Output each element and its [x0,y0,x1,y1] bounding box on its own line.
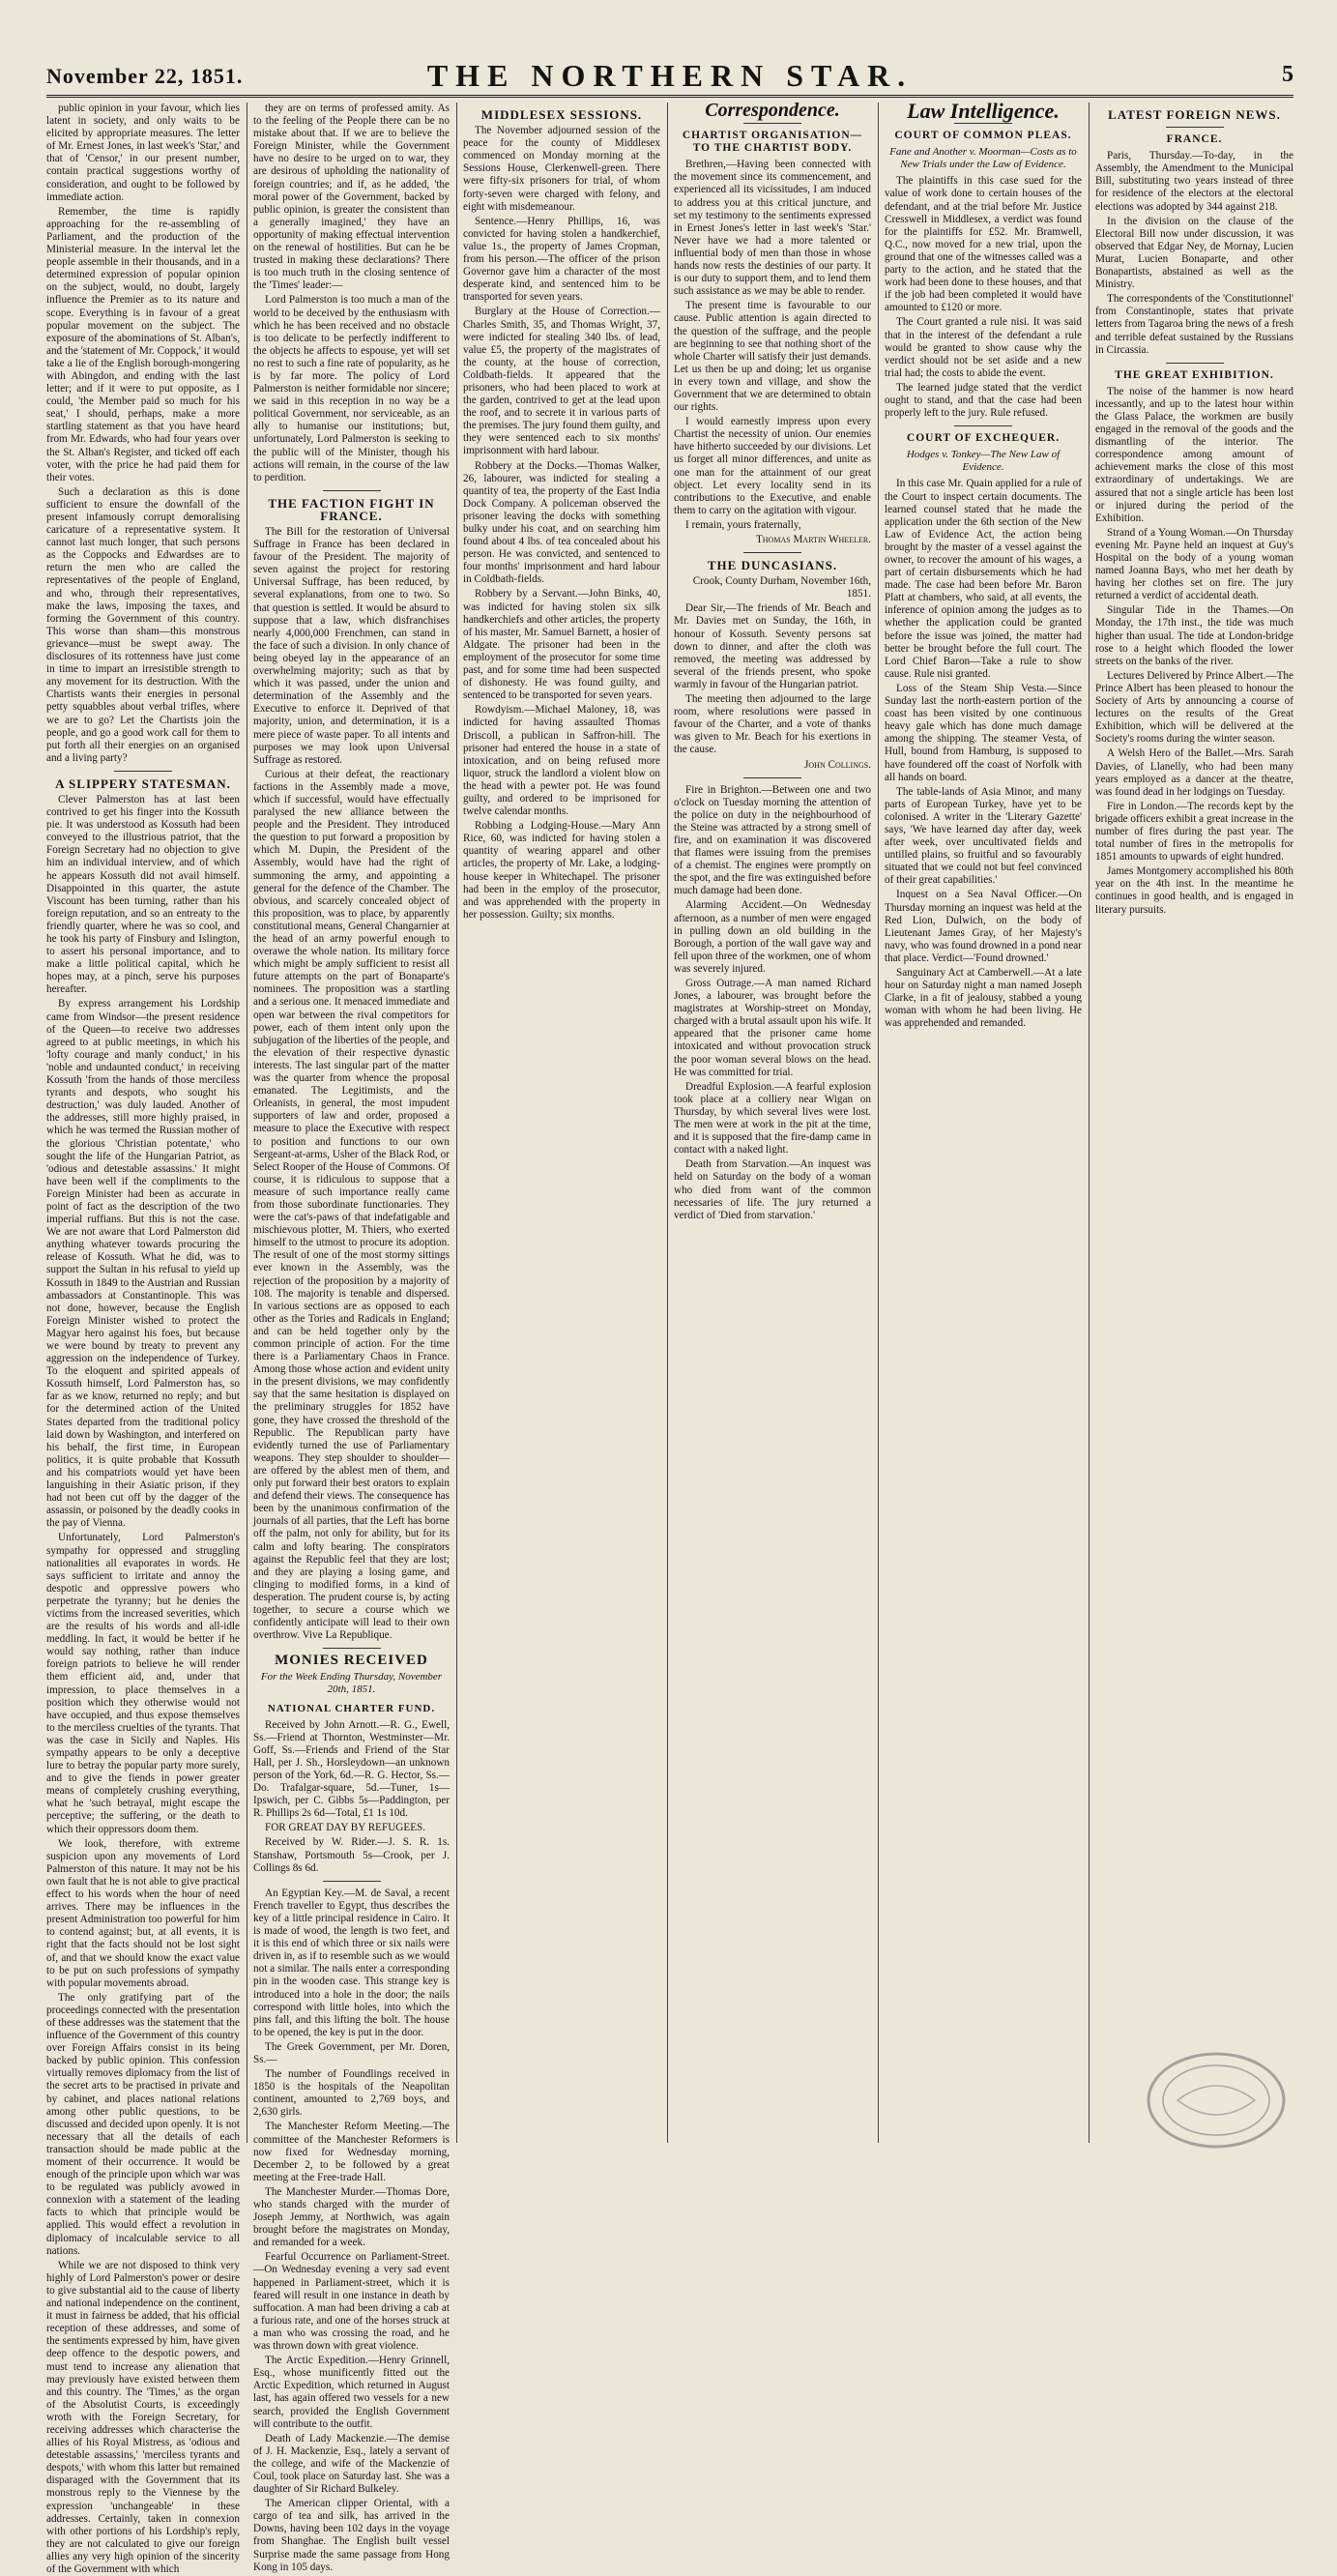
paragraph: The correspondents of the 'Constitutionnel' from Constantinople, states that private letters from Tagaroa bring the news of a fresh and terrible defeat sustained by the Russians in Circassia. [1095,293,1293,356]
paragraph: Such a declaration as this is done sufficient to ensure the downfall of the present infamously corrupt demoralising caricature of a representative system. It cannot last much longer, that such persons as the Coppocks and Edwardses are to return the men who are called the representatives of the people of England, and who, through their representatives, make the laws, imposing the taxes, and forming the Government of this country. This worse than sham—this monstrous grievance—must be swept away. The disclosures of its rottenness have just come in time to impart an irresistible strength to any movement for its destruction. With the Chartists wants their energies in personal petty squabbles about verbal trifles, where we are to go? Let the Chartists join the people, and go a good work call for them to put forth all their energies on an organised and a living party? [46,485,240,764]
paragraph: Rowdyism.—Michael Maloney, 18, was indicted for having assaulted Thomas Driscoll, a publican in Saffron-hill. The prisoner had entered the house in a state of intoxication, and on being refused more liquor, struck the landlord a violent blow on the head with a pewter pot. He was found guilty, and ordered to be imprisoned for twelve calendar months. [463,704,660,818]
col6-exhibition [1095,386,1293,917]
article-heading: LATEST FOREIGN NEWS. [1108,107,1281,122]
paragraph: The meeting then adjourned to the large room, where resolutions were passed in favour of the Charter, and a vote of thanks was given to Mr. Beach for his exertions in the cause. [674,693,871,756]
paragraph: Dear Sir,—The friends of Mr. Beach and Mr. Davies met on Sunday, the 16th, in honour of Kossuth. Seventy persons sat down to dinner, and after the cloth was removed, the meeting was addressed by several of the friends present, who spoke warmly in favour of the Hungarian patriot. [674,602,871,690]
col5-ex [885,478,1082,1030]
column-5 [885,99,1082,2143]
col6-france [1095,150,1293,357]
paragraph: The plaintiffs in this case sued for the value of work done to certain houses of the defendant, and at the trial before Mr. Justice Cresswell in Middlesex, a verdict was found for the plaintiffs for £52. Mr. Bramwell, Q.C., now moved for a new trial, upon the ground that one of the witnesses called was a party to the action, and he stated that the work had been done to these houses, and that if the job had been completed it would have amounted to £120 or more. [885,175,1082,314]
correspondence-title: Correspondence. [705,100,840,121]
paragraph: Remember, the time is rapidly approaching for the re-assembling of Parliament, and the production of the Ministerial measure. In the interval let the people assemble in their thousands, and in a determined expression of popular opinion on the subject, would, no doubt, largely influence the Premier as to its nature and scope. Everything is in favour of a great popular movement on the subject. The exposure of the abominations of St. Alban's, and the 'statement of Mr. Coppock,' it would take a lie of the English borough-mongering with Abingdon, and ending with the last letter; and if it were to put opposite, as I could, 'the Member paid so much for his seat,' I should, perhaps, make a more startling statement as that you have heard from Mr. Edwards, who had four years over the St. Alban's Register, and ticked off each voter, with the price he had paid them for their votes. [46,205,240,483]
col3-sessions [463,125,660,922]
paragraph: Clever Palmerston has at last been contrived to get his finger into the Kossuth pie. It was understood as Kossuth had been conveyed to the illustrious patriot, that the Foreign Secretary had no objection to give him an individual interview, and of which he appears Kossuth did not avail himself. Disappointed in this quarter, the astute Viscount has been turning, rather than his foreign reputation, and so an entreaty to the friendly quarter, where he was so cool, and he took his party of Finsbury and Islington, to assert his personal importance, and to make a little political capital, which he hopes may, at a pinch, serve his purposes hereafter. [46,793,240,996]
fund-heading: NATIONAL CHARTER FUND. [267,1702,436,1714]
paragraph: James Montgomery accomplished his 80th year on the 4th inst. In the meantime he continues in good health, and is engaged in literary pursuits. [1095,865,1293,916]
col5-cp [885,175,1082,420]
column-3 [463,102,660,2143]
column-6 [1095,102,1293,2143]
paragraph: I remain, yours fraternally, [685,518,801,531]
paragraph: Unfortunately, Lord Palmerston's sympathy for oppressed and struggling nationalities all evaporates in words. He says sufficient to irritate and annoy the despotic and oppressive powers who perpetrate the tyranny; but he denies the victims from the increased severities, which are the results of his words and all-idle meddling. In fact, it would be better if he would say nothing, rather than induce foreign patriots to believe he will render them efficient aid, and, under that impression, to place themselves in a position which they otherwise would not have occupied, and thus expose themselves to the merciless cruelties of the tyrants. That was the case in Sicily and Naples. His sympathy appears to be only a deceptive lure to betray the popular party more surely, and to give the fiends in power greater means of completely crushing everything, what he 'such betrayal, might escape the perceptive; the suffering, or the death to which their oppressors doom them. [46,1532,240,1835]
paragraph: Received by John Arnott.—R. G., Ewell, Ss.—Friend at Thornton, Westminster—Mr. Goff, Ss.—Friends and Friend of the Star Hall, per J. Sh., Horsleydown—an unknown person of the York, 6d.—R. G. Hector, Ss.—Do. Trafalgar-square, 5d.—Tuner, 1s—Ipswich, per C. Gibbs 5s—Paddington, per R. Phillips 2s 6d—Total, £1 1s 10d. [253,1718,450,1820]
paragraph: Inquest on a Sea Naval Officer.—On Thursday morning an inquest was held at the Red Lion, Dulwich, on the body of Lieutenant James Gray, of her Majesty's navy, who was found drowned in a pond near that place. Verdict—'Found drowned.' [885,889,1082,964]
paragraph: Gross Outrage.—A man named Richard Jones, a labourer, was brought before the magistrates at Worship-street on Monday, charged with a brutal assault upon his wife. It appeared that the prisoner came home intoxicated and without provocation struck the poor woman several blows on the head. He was committed for trial. [674,978,871,1078]
column-2 [253,102,450,2573]
case-title: Hodges v. Tonkey—The New Law of Evidence. [906,449,1061,474]
divider [114,771,172,772]
columns-container [46,99,1293,2575]
divider [323,1648,381,1649]
letter-signature: Thomas Martin Wheeler. [755,534,871,545]
letter-signature: John Collings. [804,758,871,771]
divider [1166,127,1224,128]
paragraph: The November adjourned session of the peace for the county of Middlesex commenced on Monday morning at the Sessions House, Clerkenwell-green. There were fifty-six prisoners for trial, of whom forty-seven were charged with felony, and eight with misdemeanour. [463,125,660,213]
divider [1166,363,1224,364]
newspaper-title: THE NORTHERN STAR. [426,58,914,93]
article-heading: MIDDLESEX SESSIONS. [480,107,643,122]
article-heading: COURT OF EXCHEQUER. [906,432,1061,445]
paragraph: The Bill for the restoration of Universal Suffrage in France has been declared in favour of the President. The majority of seven against the project for restoring Universal Suffrage, has been reduced, by several explanations, from one to two. So that question is settled. It would be absurd to suppose that a law, which disfranchises nearly 4,000,000 Frenchmen, can stand in the face of such a division. In only chance of being obeyed lay in the appearance of an overwhelming majority; such as that by which it was passed, under the union and determination of the Assembly and the Executive to enforce it. Deprived of that majority, union, and determination, it is a mere piece of waste paper. To all intents and purposes we may look upon Universal Suffrage as restored. [253,526,450,766]
law-intelligence-title: Law Intelligence. [907,99,1060,123]
column-4 [674,102,871,2143]
paragraph: The noise of the hammer is now heard incessantly, and up to the latest hour within the Glass Palace, the workmen are busily engaged in the removal of the goods and the dismantling of the interior. The correspondence among amount of achievement marks the close of this most extraordinary of undertakings. We are assured that not a single article has been lost or injured during the period of the Exhibition. [1095,385,1293,524]
divider [954,425,1012,426]
paragraph: Dreadful Explosion.—A fearful explosion took place at a colliery near Wigan on Thursday, by which several lives were lost. The men were at work in the pit at the time, and it is supposed that the fire-damp came in contact with a naked light. [674,1080,871,1156]
paragraph: Brethren,—Having been connected with the movement since its commencement, and experienced all its vicissitudes, I am induced to address you at this critical juncture, and set my testimony to the sentiments expressed in Ernest Jones's letter in last week's 'Star.' Never have we had a more talented or influential body of men than those in whose hands now rests the destinies of our party. It is our duty to support them, and to lend them such assistance as we may be able to render. [674,159,871,298]
divider [323,490,381,491]
article-heading: THE GREAT EXHIBITION. [1115,368,1274,381]
column-rule [878,102,879,2143]
paragraph: The American clipper Oriental, with a cargo of tea and silk, has arrived in the Downs, having been 102 days in the voyage from Shanghae. The English built vessel Surprise made the same passage from Hong Kong in 105 days. [253,2498,450,2573]
col2-news [253,1888,450,2574]
article-heading: THE FACTION FIGHT IN FRANCE. [268,495,435,523]
library-stamp-icon [1139,2042,1293,2158]
masthead [46,56,1293,98]
paragraph: Robbery at the Docks.—Thomas Walker, 26, labourer, was indicted for stealing a quantity of tea, the property of the East India Dock Company. A policeman observed the prisoner leaving the docks with something bulky under his coat, and on searching him found about 4 lbs. of tea concealed about his person. He was convicted, and sentenced to four months' imprisonment and hard labour in Coldbath-fields. [463,459,660,586]
paragraph: Fire in Brighton.—Between one and two o'clock on Tuesday morning the attention of the police on duty in the neighbourhood of the Steine was attracted by a strong smell of fire, and on examination it was discovered that flames were issuing from the premises of a chemist. The engines were promptly on the spot, and the fire was extinguished before much damage had been done. [674,783,871,897]
paragraph: The present time is favourable to our cause. Public attention is again directed to the question of the suffrage, and the people are beginning to see that nothing short of the whole Charter will satisfy their just demands. Let us then be up and doing; let us organise in every town and village, and show the Government that we are determined to obtain our rights. [674,300,871,414]
col1-top [46,102,240,765]
paragraph: Death of Lady Mackenzie.—The demise of J. H. Mackenzie, Esq., lately a servant of the college, and wife of the Mackenzie of Coul, took place on Saturday last. She was a daughter of Sir Richard Bulkeley. [253,2432,450,2496]
paragraph: The Greek Government, per Mr. Doren, Ss.— [253,2040,450,2065]
divider [743,123,801,124]
paragraph: Strand of a Young Woman.—On Thursday evening Mr. Payne held an inquest at Guy's Hospital on the body of a young woman named Joanna Bays, who met her death by having her clothes set on fire. The jury returned a verdict of accidental death. [1095,526,1293,602]
paragraph: Lectures Delivered by Prince Albert.—The Prince Albert has been pleased to honour the Society of Arts by announcing a course of lectures on the results of the Great Exhibition, which will be delivered at the Society's rooms during the winter season. [1095,669,1293,746]
paragraph: FOR GREAT DAY BY REFUGEES. [265,1822,426,1834]
paragraph: The only gratifying part of the proceedings connected with the presentation of these addresses was the statement that the influence of the Government of this country over Foreign Affairs consist in its being backed by public opinion. This confession virtually removes diplomacy from the list of the secret arts to be practised in private and by cabinet, and places national relations among other public questions, to be discussed and decided upon openly. It is not necessary that all the details of each transaction should be made public at the moment of their occurrence. It would be enough of the principle upon which war was to be regulated was publicly avowed in connexion with a statement of the leading facts to which that principle would be applied. This would effect a revolution in diplomacy of incalculable service to all nations. [46,1991,240,2257]
paragraph: The learned judge stated that the verdict ought to stand, and that the case had been properly left to the jury. Rule refused. [885,381,1082,420]
monies-subheading: For the Week Ending Thursday, November 20th, 1851. [260,1671,443,1696]
paragraph: In the division on the clause of the Electoral Bill now under discussion, it was observed that Edgar Ney, de Mornay, Lucien Murat, Lucien Bonaparte, and other Bonapartists, abstained as well as the Ministry. [1095,215,1293,291]
col2-faction [253,526,450,1642]
paragraph: I would earnestly impress upon every Chartist the necessity of union. Our enemies have hitherto succeeded by our divisions. Let us forget all minor differences, and unite as one man for the attainment of our great object. Let every locality send in its contributions to the Executive, and enable them to carry on the agitation with vigour. [674,416,871,516]
paragraph: Sentence.—Henry Phillips, 16, was convicted for having stolen a handkerchief, value 1s., the property of James Cropman, from his person.—The officer of the prison Governor gave him a character of the most desperate kind, and sentenced him to be transported for seven years. [463,215,660,304]
paragraph: The Manchester Reform Meeting.—The committee of the Manchester Reformers is now fixed for Wednesday morning, December 2, to be followed by a great meeting at the Free-trade Hall. [253,2121,450,2183]
paragraph: they are on terms of professed amity. As to the feeling of the People there can be no mistake about that. If we are to believe the Foreign Minister, while the Government have no desire to be urged on to war, they are desirous of upholding the nationality of foreign countries; and if, as he added, 'the moral power of the Government, backed by public opinion, is greater the consistent than a generally imagined,' they have an opportunity of making effectual intervention on the renewal of hostilities. But can he be trusted in making these declarations? There is too much truth in the closing sentence of the 'Times' leader:— [253,102,450,292]
paragraph: Sanguinary Act at Camberwell.—At a late hour on Saturday night a man named Joseph Clarke, in a fit of jealousy, stabbed a young woman with whom he had been living. He was apprehended and remanded. [885,967,1082,1030]
paragraph: A Welsh Hero of the Ballet.—Mrs. Sarah Davies, of Llanelly, who had been many years employed as a dancer at the theatre, was found dead in her lodgings on Tuesday. [1095,747,1293,798]
col4-letter [674,159,871,532]
col2-monies [253,1719,450,1875]
paragraph: In this case Mr. Quain applied for a rule of the Court to inspect certain documents. The learned counsel stated that he made the application under the 6th section of the New Law of Evidence Act, the action being brought by the master of a vessel against the owner, to recover the amount of his wages, a part of certain disbursements which he had made. The case had been before Mr. Baron Platt at chambers, who said, at all events, the inference of opinion among the judges as to whether the application could be granted before the issue was joined, the matter had better be brought before the full court. The Lord Chief Baron—Take a rule to show cause. Rule nisi granted. [885,478,1082,680]
paragraph: public opinion in your favour, which lies latent in society, and only waits to be elicited by appropriate measures. The letter of Mr. Ernest Jones, in last week's 'Star,' and that of 'Censor,' in our present number, contain practical suggestions worthy of consideration, and ought to be followed by immediate action. [46,102,240,203]
paragraph: Curious at their defeat, the reactionary factions in the Assembly made a move, which if successful, would have effectually paralysed the new alliance between the people and the President. They introduced the question to put forward a proposition by which M. Dupin, the President of the Assembly, would have had the right of summoning the army, and appointing a general for the defence of the Chamber. The obvious, and scarcely concealed object of this proposition, was to place, by apparently constitutional means, General Changarnier at the head of an army powerful enough to overawe the whole nation. Its military force which might be amply sufficient to resist all future attempts on the part of Bonaparte's nominees. The proposition was a startling and a serious one. It menaced immediate and open war between the rival competitors for power, each of them intent only upon the subjugation of the liberties of the people, and the elevation of their respective dynastic interests. The last singular part of the matter was the quarter from whence the proposal emanated. The Legitimists, and the Orleanists, in general, the most impudent supporters of law and order, proposed a measure to place the Executive with respect to position and functions to our own Sergeant-at-arms, Usher of the Black Rod, or Select Rooper of the House of Commons. Of course, it is ridiculous to suppose that a measure of such importance really came from those subordinate functionaries. They were the cat's-paws of that indefatigable and mischievous plotter, M. Thiers, who exerted himself to the utmost to procure its adoption. The result of one of the most stormy sittings ever known in the Assembly, was the rejection of the proposition by a majority of 108. The majority is tenable and dispersed. In various sections are as opposed to each other as the Tories and Radicals in England; and can be held together only by the common principle of action. For the time there is a Parliamentary Chaos in France. Among those whose action and evident unity in the present divisions, we may confidently say that the same hesitation is displayed on the preliminary struggles for 1852 have gone, they have crossed the threshold of the Republic. The Republican party have evidently turned the use of Parliamentary weapons. They step shoulder to shoulder—are offered by the ablest men of them, and only put forward their best orators to explain and defend their views. The consequence has been by the unanimous confirmation of the journals of all parties, that the Left has borne off the palm, not only for ability, but for its calm and lofty bearing. The conspirators against the Republic feel that they are lost; and they are playing a losing game, and clinging to modified forms, in a kind of desperation. The prudent course is, by acting together, to secure a course which we confidently anticipate will lead to their own overthrow. Vive La Republique. [253,768,450,1642]
paragraph: Loss of the Steam Ship Vesta.—Since Sunday last the north-eastern portion of the coast has been visited by one continuous heavy gale which has done much damage among the shipping. The steamer Vesta, of Hull, bound from Hamburg, is supposed to have foundered off the coast of Norfolk with all hands on board. [885,682,1082,783]
paragraph: Fire in London.—The records kept by the brigade officers exhibit a great increase in the number of fires during the past year. The total number of fires in the metropolis for 1851 amounts to upwards of eight hundred. [1095,800,1293,864]
case-title: Fane and Another v. Moorman—Costs as to New Trials under the Law of Evidence. [889,146,1077,171]
article-heading: THE DUNCASIANS. [707,558,838,573]
paragraph: Fearful Occurrence on Parliament-Street.—On Wednesday evening a very sad event happened in Parliament-street, which it is feared will result in one instance in death by suffocation. A man had been driving a cab at a furious rate, and one of the horses struck at a man who was crossing the road, and he was thrown down with great violence. [253,2251,450,2353]
column-1 [46,102,240,2575]
article-heading: CHARTIST ORGANISATION—TO THE CHARTIST BODY. [682,130,863,155]
col1-slippery [46,794,240,2576]
paragraph: The table-lands of Asia Minor, and many parts of European Turkey, have yet to be colonised. A writer in the 'Literary Gazette' says, 'We have learned day after day, week after week, over uncultivated fields and untilled plains, so fruitful and so favourably situated that we could not but feel convinced of their great capabilities.' [885,785,1082,887]
col2-top [253,102,450,484]
divider [743,777,801,778]
col4-dunc [674,602,871,756]
paragraph: The Arctic Expedition.—Henry Grinnell, Esq., whose munificently fitted out the Arctic Expedition, which returned in August last, has again offered two vessels for a new search, provided the English Government will contribute to the outfit. [253,2355,450,2430]
paragraph: Burglary at the House of Correction.—Charles Smith, 35, and Thomas Wright, 37, were indicted for stealing 340 lbs. of lead, value £5, the property of the magistrates of the county, at the house of correction, Coldbath-fields. It appeared that the prisoners, who had been placed to work at the garden, contrived to get at the lead upon the roof, and to secrete it in various parts of the premises. The jury found them guilty, and they were sentenced each to six months' imprisonment with hard labour. [463,306,660,457]
article-heading: A SLIPPERY STATESMAN. [55,776,231,791]
article-heading: COURT OF COMMON PLEAS. [894,130,1072,142]
divider [743,552,801,553]
column-rule [667,102,668,2143]
paragraph: We look, therefore, with extreme suspicion upon any movements of Lord Palmerston of this nature. It may not be his own fault that he is not able to give practical effect to his words when the hour of need arrives. There may be influences in the present Administration too powerful for him to contend against; but, at all events, it is right that the facts should not be lost sight of, and that we should know the exact value to be put on such professions of sympathy with popular movements abroad. [46,1837,240,1989]
paragraph: The Manchester Murder.—Thomas Dore, who stands charged with the murder of Joseph Jemmy, at Northwich, was again brought before the magistrates on Monday, and remanded for a week. [253,2185,450,2249]
paragraph: Lord Palmerston is too much a man of the world to be deceived by the enthusiasm with which he has been received and no obstacle is too delicate to be perfectly indifferent to the objects he affects to espouse, yet will set no rest to such a fine rate of popularity, as he is by far more. The policy of Lord Palmerston is neither formidable nor sincere; we said in this reception in no way be a political Government, nor serviceable, as an ally to humanise our institutions; but, unfortunately, Lord Palmerston is seeking to the public will of the Minister, though his actions will remain, in the course of the law to perdition. [253,294,450,483]
column-rule [1089,102,1090,2143]
dateline: Crook, County Durham, November 16th, 1851. [692,575,871,600]
page-number: 5 [1282,62,1293,87]
paragraph: Robbing a Lodging-House.—Mary Ann Rice, 60, was indicted for having stolen a quantity of wearing apparel and other articles, the property of Mr. Lake, a lodging-house keeper in Whitechapel. The prisoner had been in the employ of the prosecutor, and was apprehended with the property in her possession. Guilty; six months. [463,820,660,921]
paragraph: Paris, Thursday.—To-day, in the Assembly, the Amendment to the Municipal Bill, substituting two years instead of three for residence of the electors at the electoral elections was adopted by 344 against 218. [1095,150,1293,213]
paragraph: The number of Foundlings received in 1850 is the hospitals of the Neapolitan continent, amounted to 2,769 boys, and 2,630 girls. [253,2068,450,2119]
paragraph: The Court granted a rule nisi. It was said that in the interest of the defendant a rule would be granted to show cause why the verdict should not be set aside and a new trial had; the costs to abide the event. [885,316,1082,379]
section-heading: FRANCE. [1166,133,1223,146]
monies-heading: MONIES RECEIVED [275,1653,428,1669]
col4-lower [674,784,871,1222]
issue-date: November 22, 1851. [46,64,244,88]
divider [954,123,1012,124]
paragraph: An Egyptian Key.—M. de Saval, a recent French traveller to Egypt, thus describes the key of a little principal residence in Cairo. It is made of wood, the length is two feet, and it is this end of which three or six nails were driven in, as if to resemble such as we would not a similar. The nails enter a corresponding pin in the wooden case. This strange key is introduced into a hole in the door; the nails correspond with little holes, into which the pins fall, and this lifting the bolt. The house to be opened, the key is put in the door. [253,1887,450,2038]
column-rule [456,102,457,2143]
paragraph: Alarming Accident.—On Wednesday afternoon, as a number of men were engaged in pulling down an old building in the Borough, a portion of the wall gave way and fell upon three of the workmen, one of whom was severely injured. [674,899,871,975]
paragraph: While we are not disposed to think very highly of Lord Palmerston's power or desire to give substantial aid to the cause of liberty and national independence on the continent, it must in fairness be added, that his official reception of these addresses, and some of the sentiments expressed by him, have given deep offence to the despotic powers, and must tend to increase any alienation that may previously have existed between them and this country. The 'Times,' as the organ of the Absolutist Courts, is exceedingly wroth with the Foreign Secretary, for receiving addresses which characterise the allies of his Royal Mistress, as 'odious and detestable assassins,' 'merciless tyrants and despots,' with whom this latter but remained disparaged with the Government that its monstrous reply to the Viennese by the expression 'unchangeable' in these addresses. Certainly, taken in connexion with other portions of his Lordship's reply, they are not calculated to give our foreign allies any very high opinion of the sincerity of the Government with which [46,2259,240,2575]
paragraph: Robbery by a Servant.—John Binks, 40, was indicted for having stolen six silk handkerchiefs and other articles, the property of his master, Mr. Samuel Barnett, a hosier of Aldgate. The prisoner had been in the employment of the prosecutor for some time past, and for some time had been suspected of dishonesty. He was found guilty, and sentenced to be transported for seven years. [463,588,660,702]
paragraph: By express arrangement his Lordship came from Windsor—the present residence of the Queen—to receive two addresses agreed to at public meetings, in which his 'lofty courage and manly conduct,' in his 'noble and undaunted conduct,' in receiving Kossuth 'from the hands of those merciless tyrants and despots, who sought his destruction,' was duly lauded. Another of the addresses, still more highly praised, in which he was termed the Russian mother of the glorious 'Christian potentate,' who sought the life of the Hungarian Patriot, as 'odious and detestable assassins.' It might have been well if the compliments to the Foreign Minister had been as accurate in point of fact as the description of the two imperial ruffians. But this is not the case. We are not aware that Lord Palmerston did anything whatever towards procuring the release of Kossuth. What he did, was to support the Sultan in his refusal to yield up Kossuth in 1849 to the Austrian and Russian ambassadors at Constantinople. This was not done, however, because the English Foreign Minister wished to protect the Magyar hero against his foes, but because we were bound by treaty to prevent any aggression on the independence of Turkey. To the eloquent and spirited appeals of Kossuth himself, Lord Palmerston has, so far as we know, returned no reply; and but for the determined action of the United States departed from the traditional policy laid down by Washington, and interfered on his behalf, the first time, in European politics, it is quite probable that Kossuth and his compatriots would yet have been languishing in their Asiatic prison, if they had not been cut off by the dagger of the assassin, or poisoned by the deadly cooks in the pay of Vienna. [46,998,240,1530]
divider [323,1881,381,1882]
paragraph: Received by W. Rider.—J. S. R. 1s. Stanshaw, Portsmouth 5s—Crook, per J. Collings 8s 6d. [253,1836,450,1874]
paragraph: Singular Tide in the Thames.—On Monday, the 17th inst., the tide was much higher than usual. The tide at London-bridge rose to a height which flooded the lower streets on the banks of the river. [1095,604,1293,667]
paragraph: Death from Starvation.—An inquest was held on Saturday on the body of a woman who died from want of the common necessaries of life. The jury returned a verdict of 'Died from starvation.' [674,1158,871,1221]
